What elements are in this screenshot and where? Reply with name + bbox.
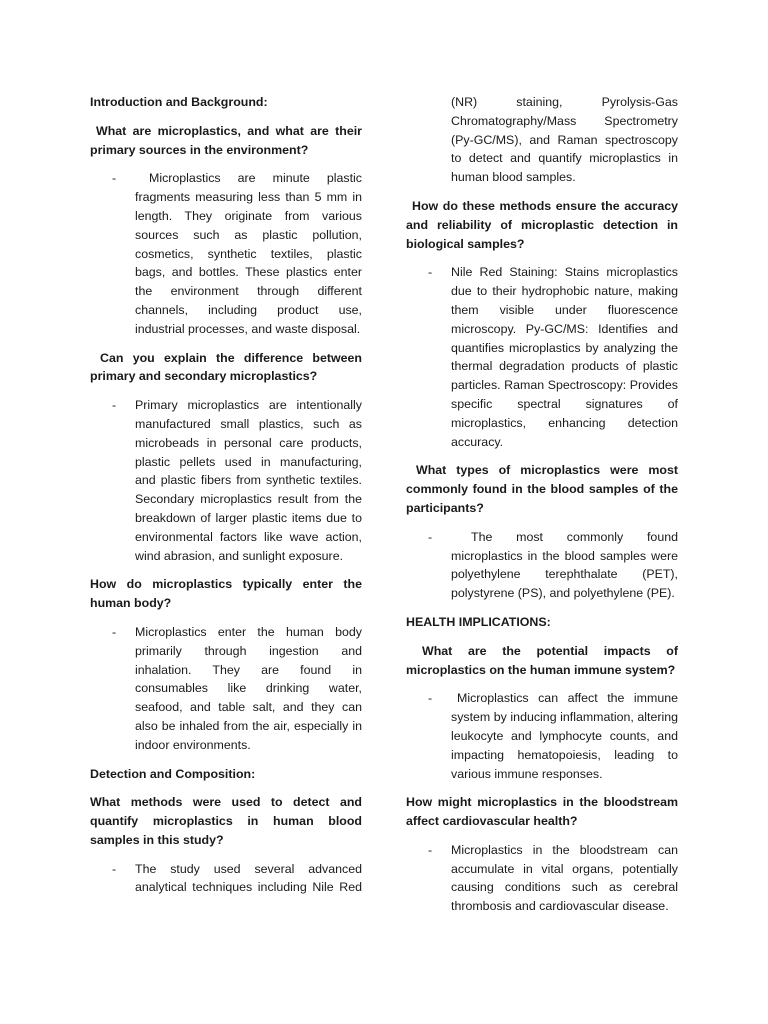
bullet-dash: - (428, 842, 433, 857)
section-heading-detection: Detection and Composition: (90, 766, 256, 781)
answer-text: Microplastics are minute plastic fragments measuring less than 5 mm in length. They originate from various sources such as plastic pollution, cosmetics, synthetic textiles, plastic bags, and bottles. These plastics enter the environment through different channels, including product use, industrial processes, and waste disposal. (135, 171, 362, 336)
left-column (90, 93, 362, 897)
answer-text: Microplastics in the bloodstream can accumulate in vital organs, potentially causing conditions such as cerebral thrombosis and cardiovascular disease. (451, 842, 678, 914)
question-microplastic-sources: What are microplastics, and what are their primary sources in the environment? (90, 123, 362, 157)
bullet-dash: - (112, 171, 117, 186)
question-entry-human-body: How do microplastics typically enter the human body? (90, 577, 362, 611)
answer-detection-methods-start (90, 860, 362, 898)
bullet-dash: - (112, 398, 117, 413)
bullet-dash: - (112, 861, 117, 876)
question-detection-methods: What methods were used to detect and quantify microplastics in human blood samples in this study? (90, 795, 362, 847)
answer-accuracy-reliability (406, 263, 678, 451)
question-immune-system: What are the potential impacts of microplastics on the human immune system? (406, 643, 678, 677)
right-column (406, 93, 678, 926)
bullet-dash: - (428, 529, 433, 544)
bullet-dash: - (428, 265, 433, 280)
section-heading-health: HEALTH IMPLICATIONS: (406, 614, 551, 629)
answer-text: The study used several advanced analytical techniques including Nile Red (135, 861, 362, 895)
bullet-dash: - (112, 624, 117, 639)
answer-text: The most commonly found microplastics in the blood samples were polyethylene terephthalate (PET), polystyrene (PS), and polyethylene (PE). (451, 529, 678, 601)
answer-text: Nile Red Staining: Stains microplastics due to their hydrophobic nature, making them visible under fluorescence microscopy. Py-GC/MS: Identifies and quantifies microplastics by analyzing the thermal degradation products of plastic particles. Raman Spectroscopy: Provides specific spectral signatures of microplastics, enhancing detection accuracy. (451, 265, 678, 449)
question-primary-secondary: Can you explain the difference between primary and secondary microplastics? (90, 350, 362, 384)
answer-primary-secondary (90, 396, 362, 565)
answer-microplastic-sources (90, 169, 362, 338)
answer-text: Microplastics enter the human body primarily through ingestion and inhalation. They are found in consumables like drinking water, seafood, and table salt, and they can also be inhaled from the air, especially in indoor environments. (135, 624, 362, 752)
section-heading-intro: Introduction and Background: (90, 95, 268, 109)
answer-entry-human-body (90, 623, 362, 755)
answer-detection-methods-end: (NR) staining, Pyrolysis-Gas Chromatography/Mass Spectrometry (Py-GC/MS), and Raman spectroscopy to detect and quantify microplastics in human blood samples. (451, 95, 678, 185)
answer-text: Primary microplastics are intentionally manufactured small plastics, such as microbeads in personal care products, plastic pellets used in manufacturing, and plastic fibers from synthetic textiles. Secondary microplastics result from the breakdown of larger plastic items due to environmental factors like wave action, wind abrasion, and sunlight exposure. (135, 398, 362, 563)
answer-cardiovascular (406, 841, 678, 916)
question-cardiovascular: How might microplastics in the bloodstream affect cardiovascular health? (406, 795, 678, 829)
answer-text: Microplastics can affect the immune system by inducing inflammation, altering leukocyte and lymphocyte counts, and impacting hematopoiesis, leading to various immune responses. (451, 691, 678, 781)
answer-types-found (406, 528, 678, 603)
question-accuracy-reliability: How do these methods ensure the accuracy and reliability of microplastic detection in biological samples? (406, 198, 678, 251)
question-types-found: What types of microplastics were most commonly found in the blood samples of the participants? (406, 463, 678, 515)
answer-immune-system (406, 689, 678, 783)
bullet-dash: - (428, 691, 433, 706)
